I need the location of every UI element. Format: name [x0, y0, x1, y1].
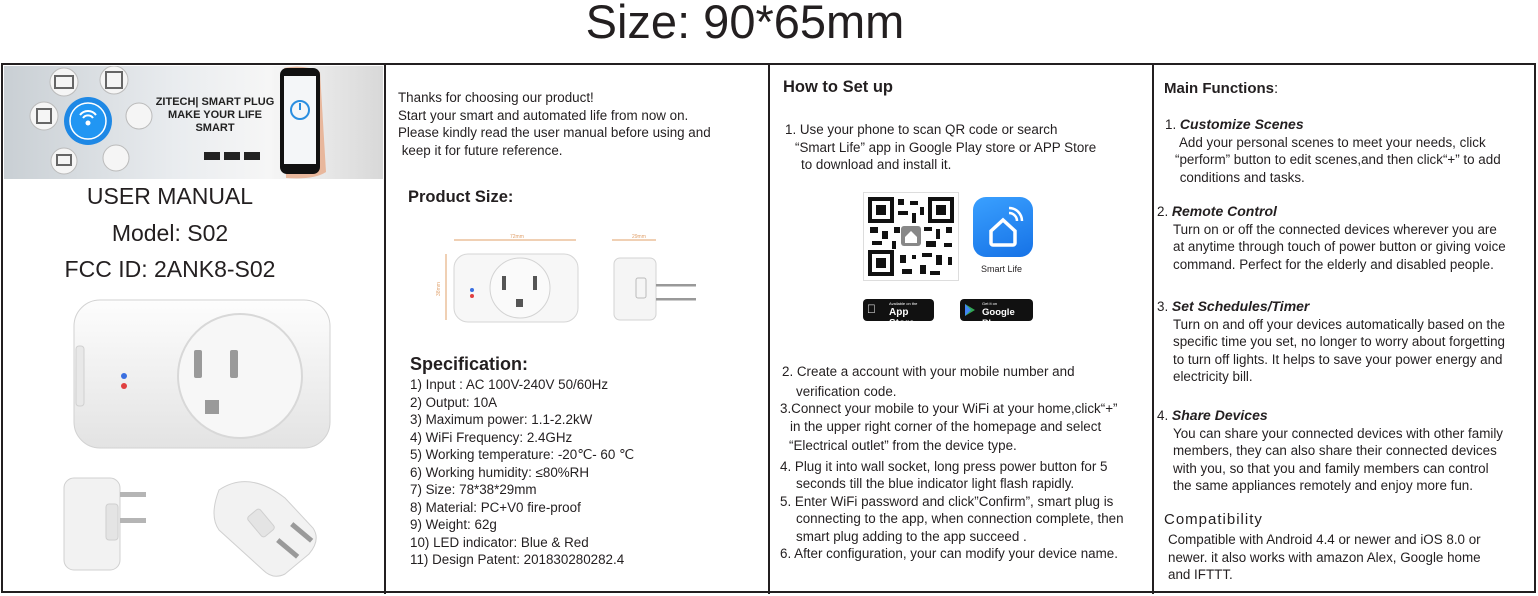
function-line: at anytime through touch of power button or giving voice [1173, 239, 1506, 254]
google-play-icon [964, 303, 976, 317]
product-banner [4, 66, 383, 179]
function-line: conditions and tasks. [1176, 169, 1305, 185]
setup-step-3-line-3: “Electrical outlet” from the device type. [789, 438, 1017, 453]
smart-life-app-label: Smart Life [981, 264, 1023, 274]
dimension-width-label: 72mm [510, 234, 524, 240]
function-number: 1. [1165, 117, 1177, 132]
function-title-share-devices: Share Devices [1171, 407, 1268, 423]
compatibility-line: Compatible with Android 4.4 or newer and iOS 8.0 or [1168, 532, 1481, 547]
spec-item: 7) Size: 78*38*29mm [410, 482, 537, 497]
banner-brand: ZITECH| SMART PLUG [155, 96, 275, 108]
manual-title: USER MANUAL [86, 183, 254, 209]
setup-step-1-line-3: to download and install it. [801, 157, 952, 172]
qr-code[interactable] [863, 192, 959, 281]
spec-item: 6) Working humidity: ≤80%RH [410, 464, 590, 480]
model-number: Model: S02 [111, 220, 229, 246]
google-play-badge-small-text: Get it on [982, 301, 998, 306]
function-line: You can share your connected devices with other family [1173, 425, 1503, 441]
main-functions-colon: : [1274, 80, 1279, 97]
spec-item: 3) Maximum power: 1.1-2.2kW [410, 412, 593, 427]
function-line: members, they can also share their connected devices [1173, 443, 1497, 458]
setup-heading: How to Set up [783, 78, 893, 96]
specification-heading: Specification: [410, 354, 529, 374]
setup-step-1-line-1: 1. Use your phone to scan QR code or search [785, 122, 1058, 137]
spec-item: 1) Input : AC 100V-240V 50/60Hz [410, 377, 609, 392]
setup-step-3-line-1: 3.Connect your mobile to your WiFi at your home,click“+” [780, 401, 1118, 416]
function-line: Add your personal scenes to meet your needs, click [1179, 134, 1486, 150]
spec-item: 9) Weight: 62g [410, 517, 497, 532]
function-number: 2. [1157, 204, 1169, 219]
setup-step-6: 6. After configuration, your can modify your device name. [780, 546, 1118, 561]
google-play-badge[interactable] [960, 299, 1033, 329]
dimension-depth-label: 29mm [632, 234, 646, 240]
compatibility-line: newer. it also works with amazon Alex, Google home [1168, 549, 1481, 565]
compatibility-line: and IFTTT. [1168, 567, 1233, 582]
smart-life-app-icon[interactable] [973, 197, 1033, 257]
function-line: “perform” button to edit scenes,and then click“+” to add [1175, 152, 1501, 167]
main-functions-heading: Main Functions [1164, 80, 1274, 97]
intro-line-1: Thanks for choosing our product! [398, 90, 594, 105]
compatibility-heading: Compatibility [1164, 511, 1263, 528]
spec-item: 5) Working temperature: -20℃- 60 ℃ [410, 447, 635, 462]
function-number: 4. [1157, 408, 1169, 423]
app-store-badge[interactable] [863, 299, 934, 329]
apple-icon [867, 302, 876, 316]
setup-step-4-line-1: 4. Plug it into wall socket, long press power button for 5 [780, 458, 1108, 474]
function-line: Turn on or off the connected devices wherever you are [1173, 221, 1497, 237]
fcc-id: FCC ID: 2ANK8-S02 [64, 256, 276, 282]
setup-step-2-line-1: 2. Create a account with your mobile number and [782, 364, 1075, 379]
setup-step-1-line-2: “Smart Life” app in Google Play store or APP Store [795, 139, 1097, 155]
function-line: to turn off lights. It helps to save your power energy and [1173, 351, 1503, 367]
intro-line-2: Start your smart and automated life from now on. [398, 107, 689, 123]
panel-divider-2 [768, 63, 770, 594]
function-line: specific time you set, no longer to worry about forgetting [1173, 334, 1505, 349]
panel-divider-1 [384, 63, 386, 594]
spec-item: 4) WiFi Frequency: 2.4GHz [410, 429, 573, 445]
spec-item: 10) LED indicator: Blue & Red [410, 534, 589, 550]
intro-line-3: Please kindly read the user manual before using and [398, 125, 711, 140]
function-title-customize-scenes: Customize Scenes [1179, 116, 1304, 132]
app-store-badge-text: App Store [889, 307, 915, 329]
spec-item: 11) Design Patent: 201830280282.4 [410, 552, 625, 567]
setup-step-5-line-1: 5. Enter WiFi password and click”Confirm”, smart plug is [780, 493, 1114, 509]
function-line: command. Perfect for the elderly and disabled people. [1173, 256, 1494, 272]
banner-slogan-line2: SMART [195, 122, 235, 134]
smart-plug-side-image [62, 474, 148, 574]
setup-step-5-line-2: connecting to the app, when connection complete, then [796, 511, 1124, 526]
function-line: electricity bill. [1173, 369, 1253, 384]
function-line: the same appliances remotely and enjoy more fun. [1173, 478, 1473, 493]
dimension-height-label: 38mm [435, 282, 442, 296]
function-number: 3. [1157, 299, 1169, 314]
spec-item: 2) Output: 10A [410, 394, 498, 410]
banner-slogan-line1: MAKE YOUR LIFE [168, 109, 262, 121]
function-title-remote-control: Remote Control [1171, 203, 1277, 219]
function-line: Turn on and off your devices automatically based on the [1173, 316, 1505, 332]
setup-step-4-line-2: seconds till the blue indicator light flash rapidly. [796, 476, 1075, 491]
product-size-heading: Product Size: [408, 188, 514, 206]
size-title: Size: 90*65mm [585, 0, 905, 48]
setup-step-2-line-2: verification code. [796, 383, 897, 399]
panel-divider-3 [1152, 63, 1154, 594]
setup-step-5-line-3: smart plug adding to the app succeed . [796, 528, 1027, 544]
function-line: with you, so that you and family members can control [1173, 460, 1489, 476]
google-play-badge-text: Google Play [982, 307, 1015, 329]
app-store-badge-small-text: Available on the [889, 301, 918, 306]
intro-line-4: keep it for future reference. [398, 142, 563, 158]
product-dimension-drawing [440, 232, 702, 332]
setup-step-3-line-2: in the upper right corner of the homepage and select [790, 418, 1102, 434]
smart-plug-angle-image [205, 470, 325, 580]
smart-plug-front-image [70, 296, 334, 452]
spec-item: 8) Material: PC+V0 fire-proof [410, 499, 581, 515]
function-title-set-schedules-timer: Set Schedules/Timer [1171, 298, 1310, 314]
